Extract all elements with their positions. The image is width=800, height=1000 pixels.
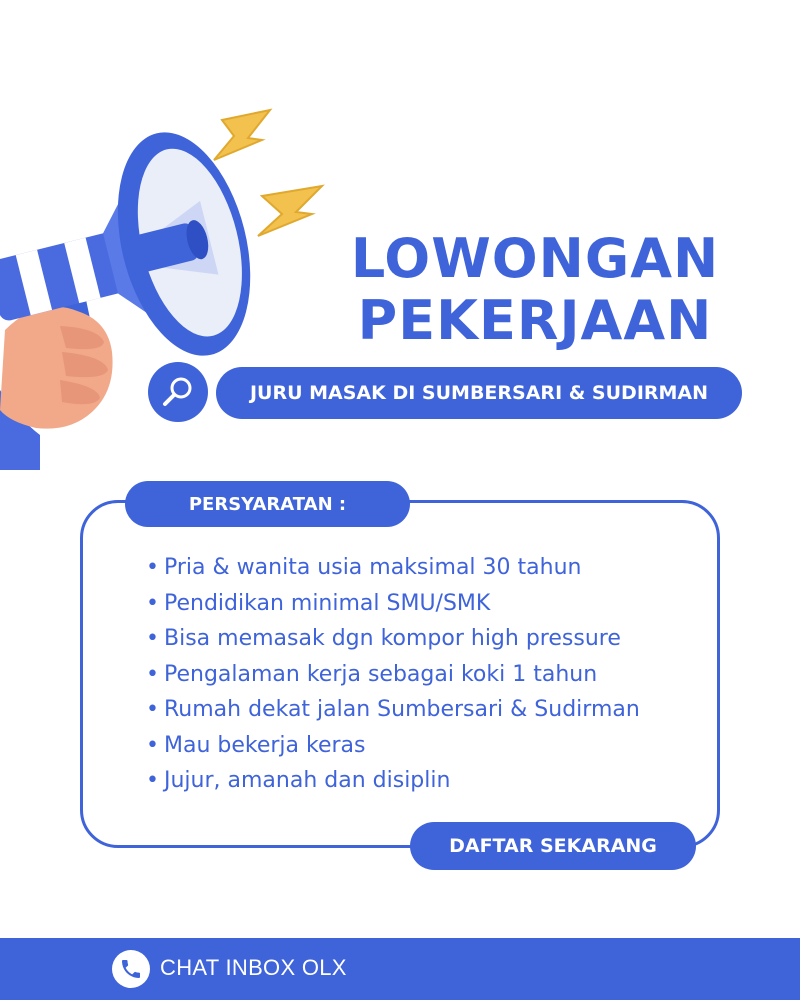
list-item [146,621,640,657]
list-item [146,763,640,799]
title-line-1: LOWONGAN [350,227,720,290]
bullet-dot: • [146,555,159,580]
list-item [146,657,640,693]
bullet-dot: • [146,697,159,722]
requirements-heading: PERSYARATAN : [125,481,410,527]
list-item [146,728,640,764]
bullet-dot: • [146,768,159,793]
job-title-pill: JURU MASAK DI SUMBERSARI & SUDIRMAN [216,367,742,419]
phone-icon [119,957,143,981]
requirement-text: Bisa memasak dgn kompor high pressure [164,626,621,651]
register-button[interactable]: DAFTAR SEKARANG [410,822,696,870]
requirement-text: Pengalaman kerja sebagai koki 1 tahun [164,661,598,687]
search-badge [148,362,208,422]
requirement-text: Rumah dekat jalan Sumbersari & Sudirman [164,697,640,722]
page-title [330,228,740,352]
lightning-icon [214,110,270,160]
requirements-list [146,550,640,799]
title-line-2: PEKERJAAN [357,289,713,352]
list-item [146,692,640,728]
bullet-dot: • [146,732,159,758]
list-item [146,586,640,622]
requirement-text: Pendidikan minimal SMU/SMK [164,590,491,616]
bullet-dot: • [146,626,159,651]
requirement-text: Mau bekerja keras [164,732,366,758]
lightning-icon [258,186,322,236]
bullet-dot: • [146,590,159,616]
phone-button[interactable] [112,950,150,988]
requirement-text: Jujur, amanah dan disiplin [164,768,451,793]
footer-label[interactable]: CHAT INBOX OLX [160,955,347,980]
list-item [146,550,640,586]
bullet-dot: • [146,661,159,687]
footer-bar [0,938,800,1000]
search-icon [160,374,196,410]
requirement-text: Pria & wanita usia maksimal 30 tahun [164,555,582,580]
